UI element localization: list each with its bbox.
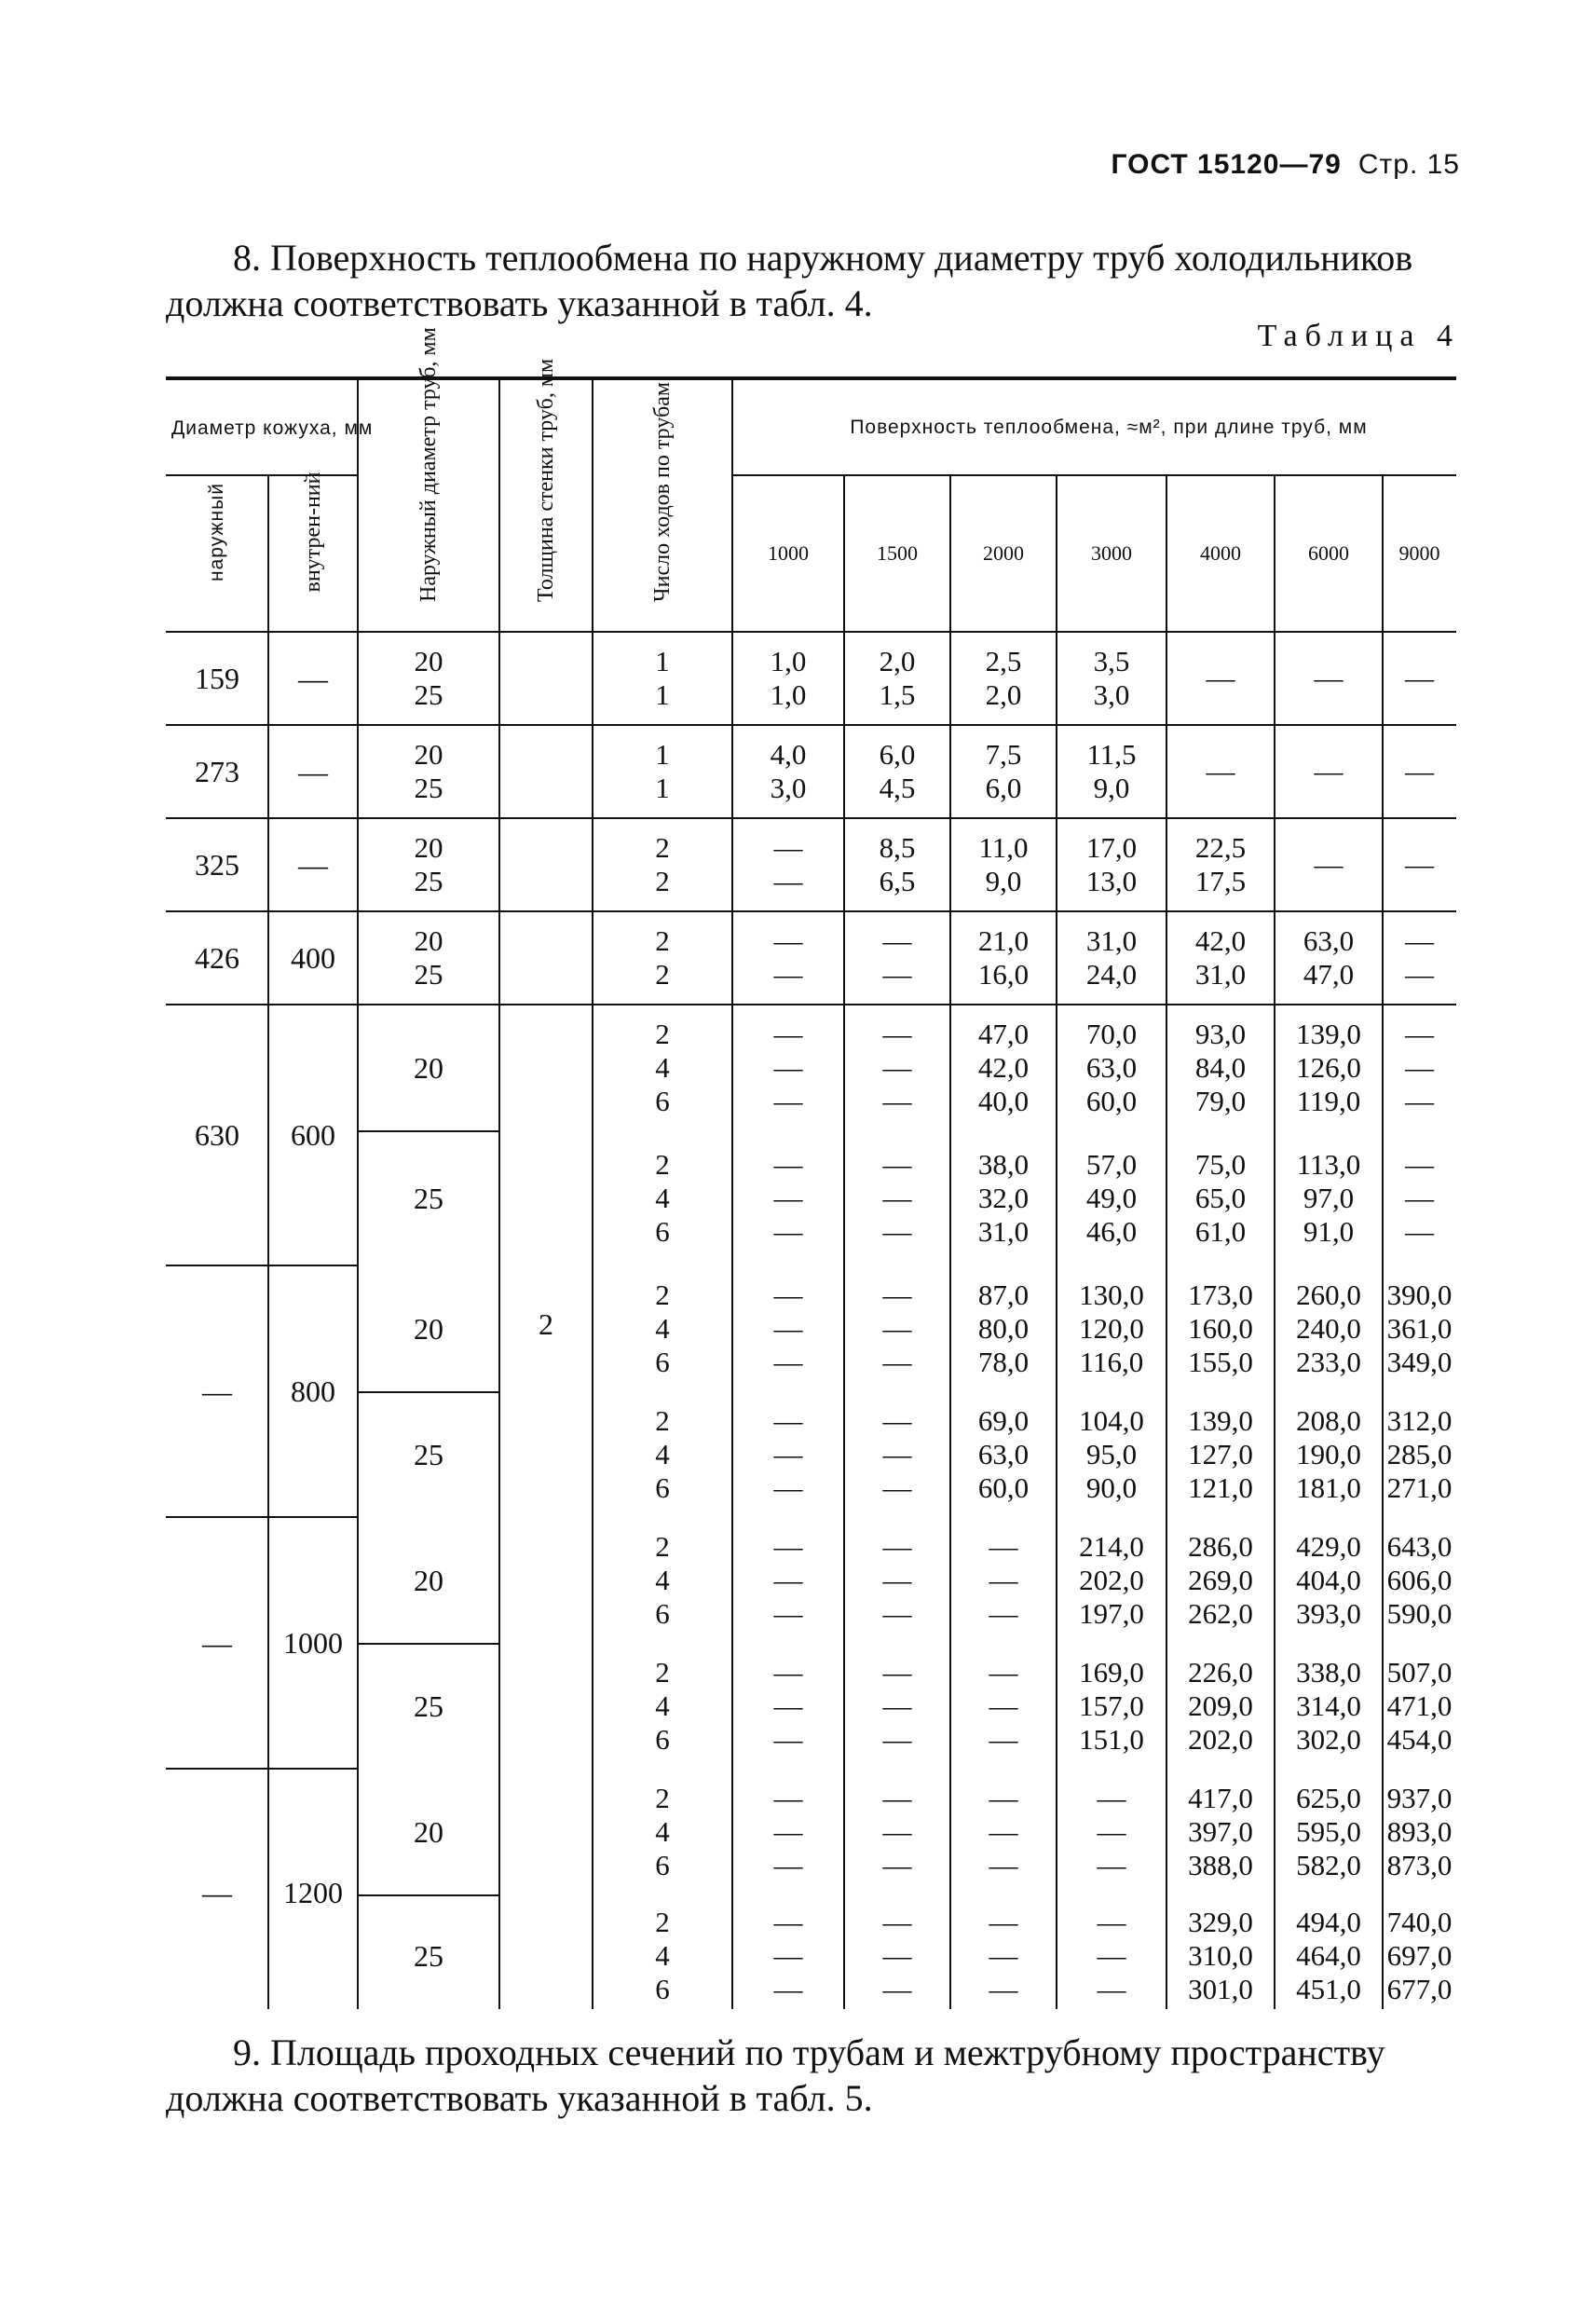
surface-value: 260,0 240,0 233,0 — [1296, 1279, 1361, 1378]
surface-value: 6,0 4,5 — [879, 738, 916, 804]
surface-value: 104,0 95,0 90,0 — [1079, 1404, 1144, 1504]
inner-diameter: — — [298, 662, 328, 695]
surface-value: 3,5 3,0 — [1093, 645, 1130, 711]
passes: 2 4 6 — [655, 1148, 670, 1248]
surface-value: 31,0 24,0 — [1085, 924, 1138, 991]
surface-value: 57,0 49,0 46,0 — [1085, 1148, 1138, 1248]
paragraph-8: 8. Поверхность теплообмена по наружному диаметру труб холодильников должна соответствовать указанной в табл. 4. — [166, 237, 1413, 324]
surface-value: 329,0 310,0 301,0 — [1188, 1906, 1253, 2005]
surface-value: 417,0 397,0 388,0 — [1188, 1782, 1253, 1881]
surface-value: — — — — [1405, 1148, 1434, 1248]
header-shell-diameter: Диаметр кожуха, мм — [171, 417, 374, 439]
surface-value: 11,5 9,0 — [1086, 738, 1137, 804]
surface-value: — — — — [773, 1279, 803, 1378]
surface-value: 21,0 16,0 — [977, 924, 1030, 991]
surface-value: — — — [882, 924, 912, 991]
header-surface-area: Поверхность теплообмена, ≈м², при длине труб, мм — [850, 417, 1368, 438]
surface-value: — — — — [989, 1906, 1018, 2005]
outer-diameter: 273 — [195, 755, 239, 788]
inner-diameter: — — [298, 755, 328, 788]
length-1000-mm: 1000 — [768, 541, 809, 565]
surface-value: 390,0 361,0 349,0 — [1386, 1279, 1453, 1378]
surface-value: 47,0 42,0 40,0 — [977, 1018, 1030, 1117]
surface-value: — — — — [989, 1530, 1018, 1630]
tube-diameter: 20 — [414, 1564, 443, 1597]
outer-diameter: — — [202, 1626, 232, 1660]
surface-value: 494,0 464,0 451,0 — [1296, 1906, 1361, 2005]
surface-value: 11,0 9,0 — [978, 831, 1029, 897]
passes: 2 4 6 — [655, 1782, 670, 1881]
surface-value: 429,0 404,0 393,0 — [1296, 1530, 1361, 1630]
surface-value: — — — — [773, 1656, 803, 1756]
outer-diameter: 630 — [195, 1118, 239, 1152]
passes: 1 1 — [655, 738, 670, 804]
surface-value: 740,0 697,0 677,0 — [1386, 1906, 1453, 2005]
header-tube-diameter: Наружный диаметр труб, мм — [416, 327, 441, 602]
surface-value: 93,0 84,0 79,0 — [1194, 1018, 1247, 1117]
passes: 2 4 6 — [655, 1530, 670, 1630]
outer-diameter: 325 — [195, 848, 239, 882]
surface-value: — — — [773, 924, 803, 991]
surface-value: 130,0 120,0 116,0 — [1079, 1279, 1144, 1378]
surface-value: — — — — [773, 1906, 803, 2005]
tube-diameter: 20 — [414, 1815, 443, 1849]
length-2000-mm: 2000 — [983, 541, 1024, 565]
surface-value: 22,5 17,5 — [1194, 831, 1247, 897]
surface-value: 42,0 31,0 — [1194, 924, 1247, 991]
surface-value: — — [1314, 848, 1344, 881]
header-inner-diameter: внутрен-ний — [301, 472, 325, 593]
header-passes: Число ходов по трубам — [650, 381, 675, 602]
surface-value: — — — — [882, 1906, 912, 2005]
length-1500-mm: 1500 — [877, 541, 918, 565]
surface-value: — — [1405, 755, 1434, 787]
passes: 2 4 6 — [655, 1279, 670, 1378]
surface-value: 113,0 97,0 91,0 — [1296, 1148, 1361, 1248]
surface-value: — — [1405, 848, 1434, 881]
length-3000-mm: 3000 — [1091, 541, 1132, 565]
tube-diameter: 25 — [414, 1438, 443, 1471]
surface-value: — — — — [773, 1530, 803, 1630]
surface-value: — — — — [773, 1404, 803, 1504]
surface-value: 286,0 269,0 262,0 — [1188, 1530, 1253, 1630]
tube-diameter: 20 25 — [414, 831, 443, 897]
surface-value: — — — — [773, 1018, 803, 1117]
surface-value: — — — — [989, 1656, 1018, 1756]
tube-diameter: 25 — [414, 1939, 443, 1973]
inner-diameter: 800 — [291, 1374, 335, 1408]
tube-diameter: 25 — [414, 1689, 443, 1723]
surface-value: 208,0 190,0 181,0 — [1296, 1404, 1361, 1504]
length-6000-mm: 6000 — [1308, 541, 1349, 565]
surface-value: — — — — [1405, 1018, 1434, 1117]
passes: 1 1 — [655, 645, 670, 711]
surface-value: 63,0 47,0 — [1303, 924, 1355, 991]
surface-value: — — — — [882, 1279, 912, 1378]
surface-value: 38,0 32,0 31,0 — [977, 1148, 1030, 1248]
passes: 2 4 6 — [655, 1018, 670, 1117]
surface-value: 312,0 285,0 271,0 — [1386, 1404, 1453, 1504]
tube-diameter: 20 — [414, 1051, 443, 1085]
surface-value: — — [1314, 662, 1344, 694]
inner-diameter: 400 — [291, 941, 335, 975]
surface-value: 75,0 65,0 61,0 — [1194, 1148, 1247, 1248]
passes: 2 2 — [655, 831, 670, 897]
inner-diameter: — — [298, 848, 328, 882]
inner-diameter: 1000 — [283, 1626, 343, 1660]
surface-value: 4,0 3,0 — [770, 738, 807, 804]
surface-value: 226,0 209,0 202,0 — [1188, 1656, 1253, 1756]
surface-value: — — — — [989, 1782, 1018, 1881]
page-number: Стр. 15 — [1357, 149, 1460, 180]
page-header — [1112, 149, 1460, 181]
surface-value: 625,0 595,0 582,0 — [1296, 1782, 1361, 1881]
surface-value: — — — — [1097, 1906, 1126, 2005]
surface-value: — — — — [882, 1018, 912, 1117]
surface-value: 139,0 127,0 121,0 — [1188, 1404, 1253, 1504]
surface-value: 214,0 202,0 197,0 — [1079, 1530, 1144, 1630]
surface-value: 1,0 1,0 — [770, 645, 807, 711]
wall-thickness-value: 2 — [539, 1307, 553, 1341]
passes: 2 4 6 — [655, 1404, 670, 1504]
outer-diameter: — — [202, 1876, 232, 1909]
header-wall-thickness: Толщина стенки труб, мм — [534, 358, 558, 602]
surface-value: — — — — [882, 1148, 912, 1248]
surface-value: 338,0 314,0 302,0 — [1296, 1656, 1361, 1756]
surface-value: — — — — [773, 1148, 803, 1248]
surface-value: — — — [1405, 924, 1434, 991]
header-outer-diameter: наружный — [206, 483, 227, 581]
surface-value: 8,5 6,5 — [879, 831, 916, 897]
inner-diameter: 1200 — [283, 1876, 343, 1909]
length-9000-mm: 9000 — [1398, 541, 1440, 565]
tube-diameter: 20 — [414, 1312, 443, 1346]
surface-value: — — — — [882, 1530, 912, 1630]
surface-value: — — [1405, 662, 1434, 694]
outer-diameter: 426 — [195, 941, 239, 975]
surface-value: — — [1206, 662, 1235, 694]
surface-value: — — — — [882, 1404, 912, 1504]
surface-value: 2,5 2,0 — [985, 645, 1022, 711]
inner-diameter: 600 — [291, 1118, 335, 1152]
passes: 2 4 6 — [655, 1656, 670, 1756]
length-4000-mm: 4000 — [1200, 541, 1241, 565]
surface-value: 937,0 893,0 873,0 — [1386, 1782, 1453, 1881]
surface-value: 139,0 126,0 119,0 — [1296, 1018, 1361, 1117]
surface-value: — — — — [882, 1782, 912, 1881]
tube-diameter: 20 25 — [414, 645, 443, 711]
passes: 2 4 6 — [655, 1906, 670, 2005]
paragraph-9: 9. Площадь проходных сечений по трубам и межтрубному пространству должна соответствовать указанной в табл. 5. — [166, 2031, 1385, 2119]
standard-number: ГОСТ 15120—79 — [1111, 149, 1342, 180]
surface-value: — — — — [1097, 1782, 1126, 1881]
surface-value: 173,0 160,0 155,0 — [1188, 1279, 1253, 1378]
passes: 2 2 — [655, 924, 670, 991]
tube-diameter: 20 25 — [414, 924, 443, 991]
tube-diameter: 20 25 — [414, 738, 443, 804]
surface-value: 507,0 471,0 454,0 — [1386, 1656, 1453, 1756]
surface-value: 643,0 606,0 590,0 — [1386, 1530, 1453, 1630]
table-caption: Таблица 4 — [1257, 319, 1460, 353]
tube-diameter: 25 — [414, 1182, 443, 1215]
outer-diameter: — — [202, 1374, 232, 1408]
surface-value: 2,0 1,5 — [879, 645, 916, 711]
surface-value: 69,0 63,0 60,0 — [977, 1404, 1030, 1504]
surface-value: 7,5 6,0 — [985, 738, 1022, 804]
surface-value: 87,0 80,0 78,0 — [977, 1279, 1030, 1378]
surface-value: — — [1314, 755, 1344, 787]
outer-diameter: 159 — [195, 662, 239, 695]
surface-value: 17,0 13,0 — [1085, 831, 1138, 897]
surface-value: 169,0 157,0 151,0 — [1079, 1656, 1144, 1756]
surface-value: — — [1206, 755, 1235, 787]
surface-value: — — — — [773, 1782, 803, 1881]
surface-value: 70,0 63,0 60,0 — [1085, 1018, 1138, 1117]
surface-value: — — — [773, 831, 803, 897]
surface-value: — — — — [882, 1656, 912, 1756]
